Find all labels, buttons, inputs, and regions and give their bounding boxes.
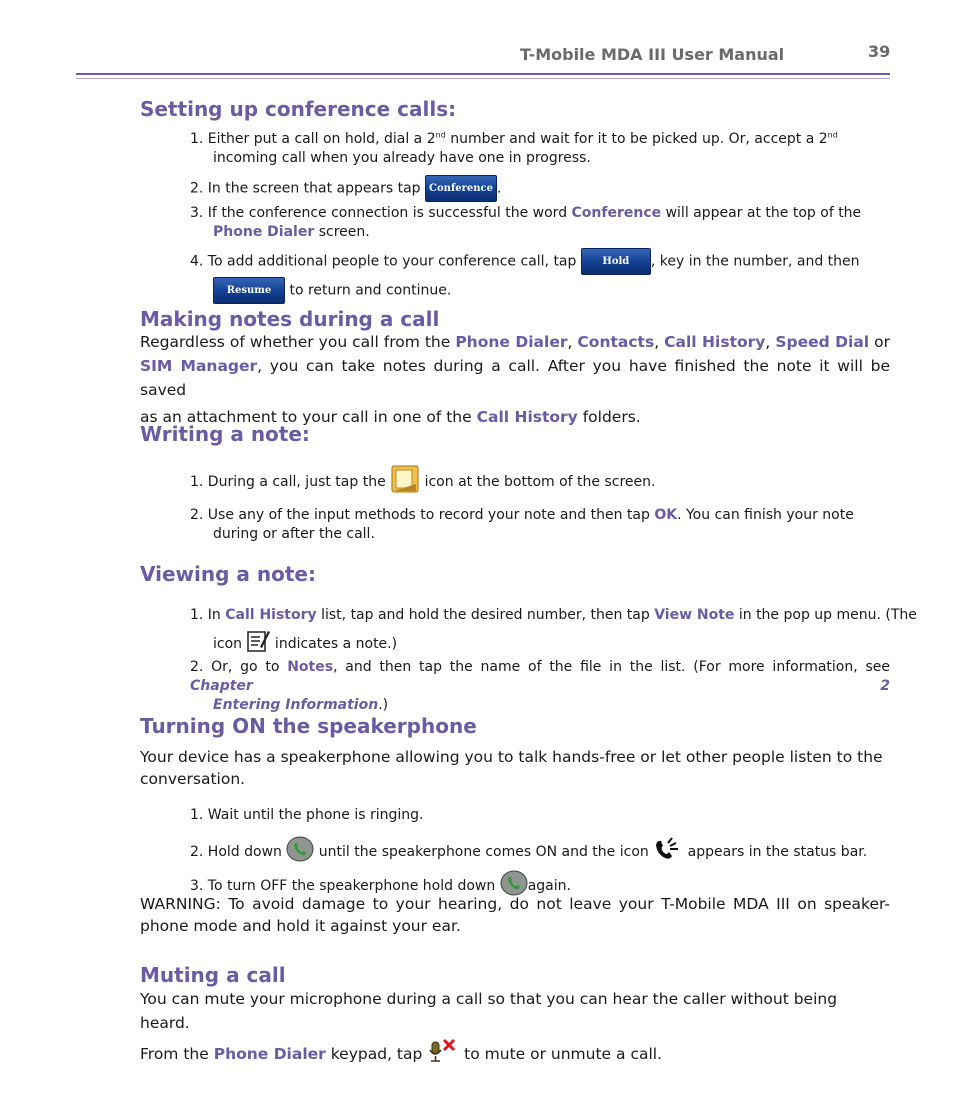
hold-button[interactable]: Hold bbox=[581, 248, 651, 275]
speaker-step-2: 2. Hold down until the speakerphone comes ON and the icon appears in the status bar. bbox=[190, 836, 890, 868]
header-rule bbox=[76, 73, 890, 75]
writing-step-1: 1. During a call, just tap the icon at the bottom of the screen. bbox=[190, 464, 890, 500]
conference-step-2: 2. In the screen that appears tap Conference . bbox=[190, 175, 890, 202]
conference-step-3: 3. If the conference connection is successful the word Conference will appear at the top of the Phone Dialer screen. bbox=[190, 205, 862, 240]
conference-button[interactable]: Conference bbox=[425, 175, 497, 202]
speaker-step-1: 1. Wait until the phone is ringing. bbox=[190, 807, 424, 823]
conference-step-4: 4. To add additional people to your conference call, tap Hold , key in the number, and then Resume to return and continue. bbox=[190, 248, 890, 304]
heading-muting: Muting a call bbox=[140, 963, 286, 987]
mute-microphone-icon[interactable] bbox=[427, 1038, 459, 1071]
speakerphone-paragraph: Your device has a speakerphone allowing you to talk hands-free or let other people listen to the conversation. bbox=[140, 748, 883, 788]
muting-paragraph: You can mute your microphone during a call so that you can hear the caller without being heard. From the Phone Dialer keypad, tap to mute or unmute a call. bbox=[140, 987, 890, 1071]
heading-making-notes: Making notes during a call bbox=[140, 307, 440, 331]
header-rule-thin bbox=[76, 78, 890, 79]
making-notes-paragraph: Regardless of whether you call from the Phone Dialer, Contacts, Call History, Speed Dial or SIM Manager, you can take notes during a call. After you have finished the note it will be saved as an attachment to your call in one of the Call History folders. bbox=[140, 333, 890, 426]
resume-button[interactable]: Resume bbox=[213, 277, 285, 304]
heading-writing-note: Writing a note: bbox=[140, 422, 310, 446]
speaker-step-3: 3. To turn OFF the speakerphone hold down again. bbox=[190, 870, 890, 902]
speakerphone-status-icon bbox=[653, 837, 683, 867]
notes-icon bbox=[390, 464, 420, 500]
page-number: 39 bbox=[868, 42, 891, 61]
heading-conference: Setting up conference calls: bbox=[140, 97, 457, 121]
talk-key-icon[interactable] bbox=[286, 836, 314, 868]
note-indicator-icon bbox=[246, 629, 270, 659]
speakerphone-warning: WARNING: To avoid damage to your hearing, do not leave your T-Mobile MDA III on speaker-phone mode and hold it against your ear. bbox=[140, 895, 890, 935]
manual-title: T-Mobile MDA III User Manual bbox=[520, 45, 785, 64]
viewing-step-2: 2. Or, go to Notes, and then tap the name of the file in the list. (For more information, see Chapter 2 Entering Information.) bbox=[190, 659, 890, 713]
conference-step-1: 1. Either put a call on hold, dial a 2nd number and wait for it to be picked up. Or, accept a 2nd incoming call when you already have one in progress. bbox=[190, 130, 838, 166]
writing-step-2: 2. Use any of the input methods to record your note and then tap OK. You can finish your note during or after the call. bbox=[190, 507, 854, 542]
heading-speakerphone: Turning ON the speakerphone bbox=[140, 714, 477, 738]
viewing-step-1: 1. In Call History list, tap and hold the desired number, then tap View Note in the pop up menu. (The icon indicates a note.) bbox=[190, 606, 890, 659]
heading-viewing-note: Viewing a note: bbox=[140, 562, 316, 586]
